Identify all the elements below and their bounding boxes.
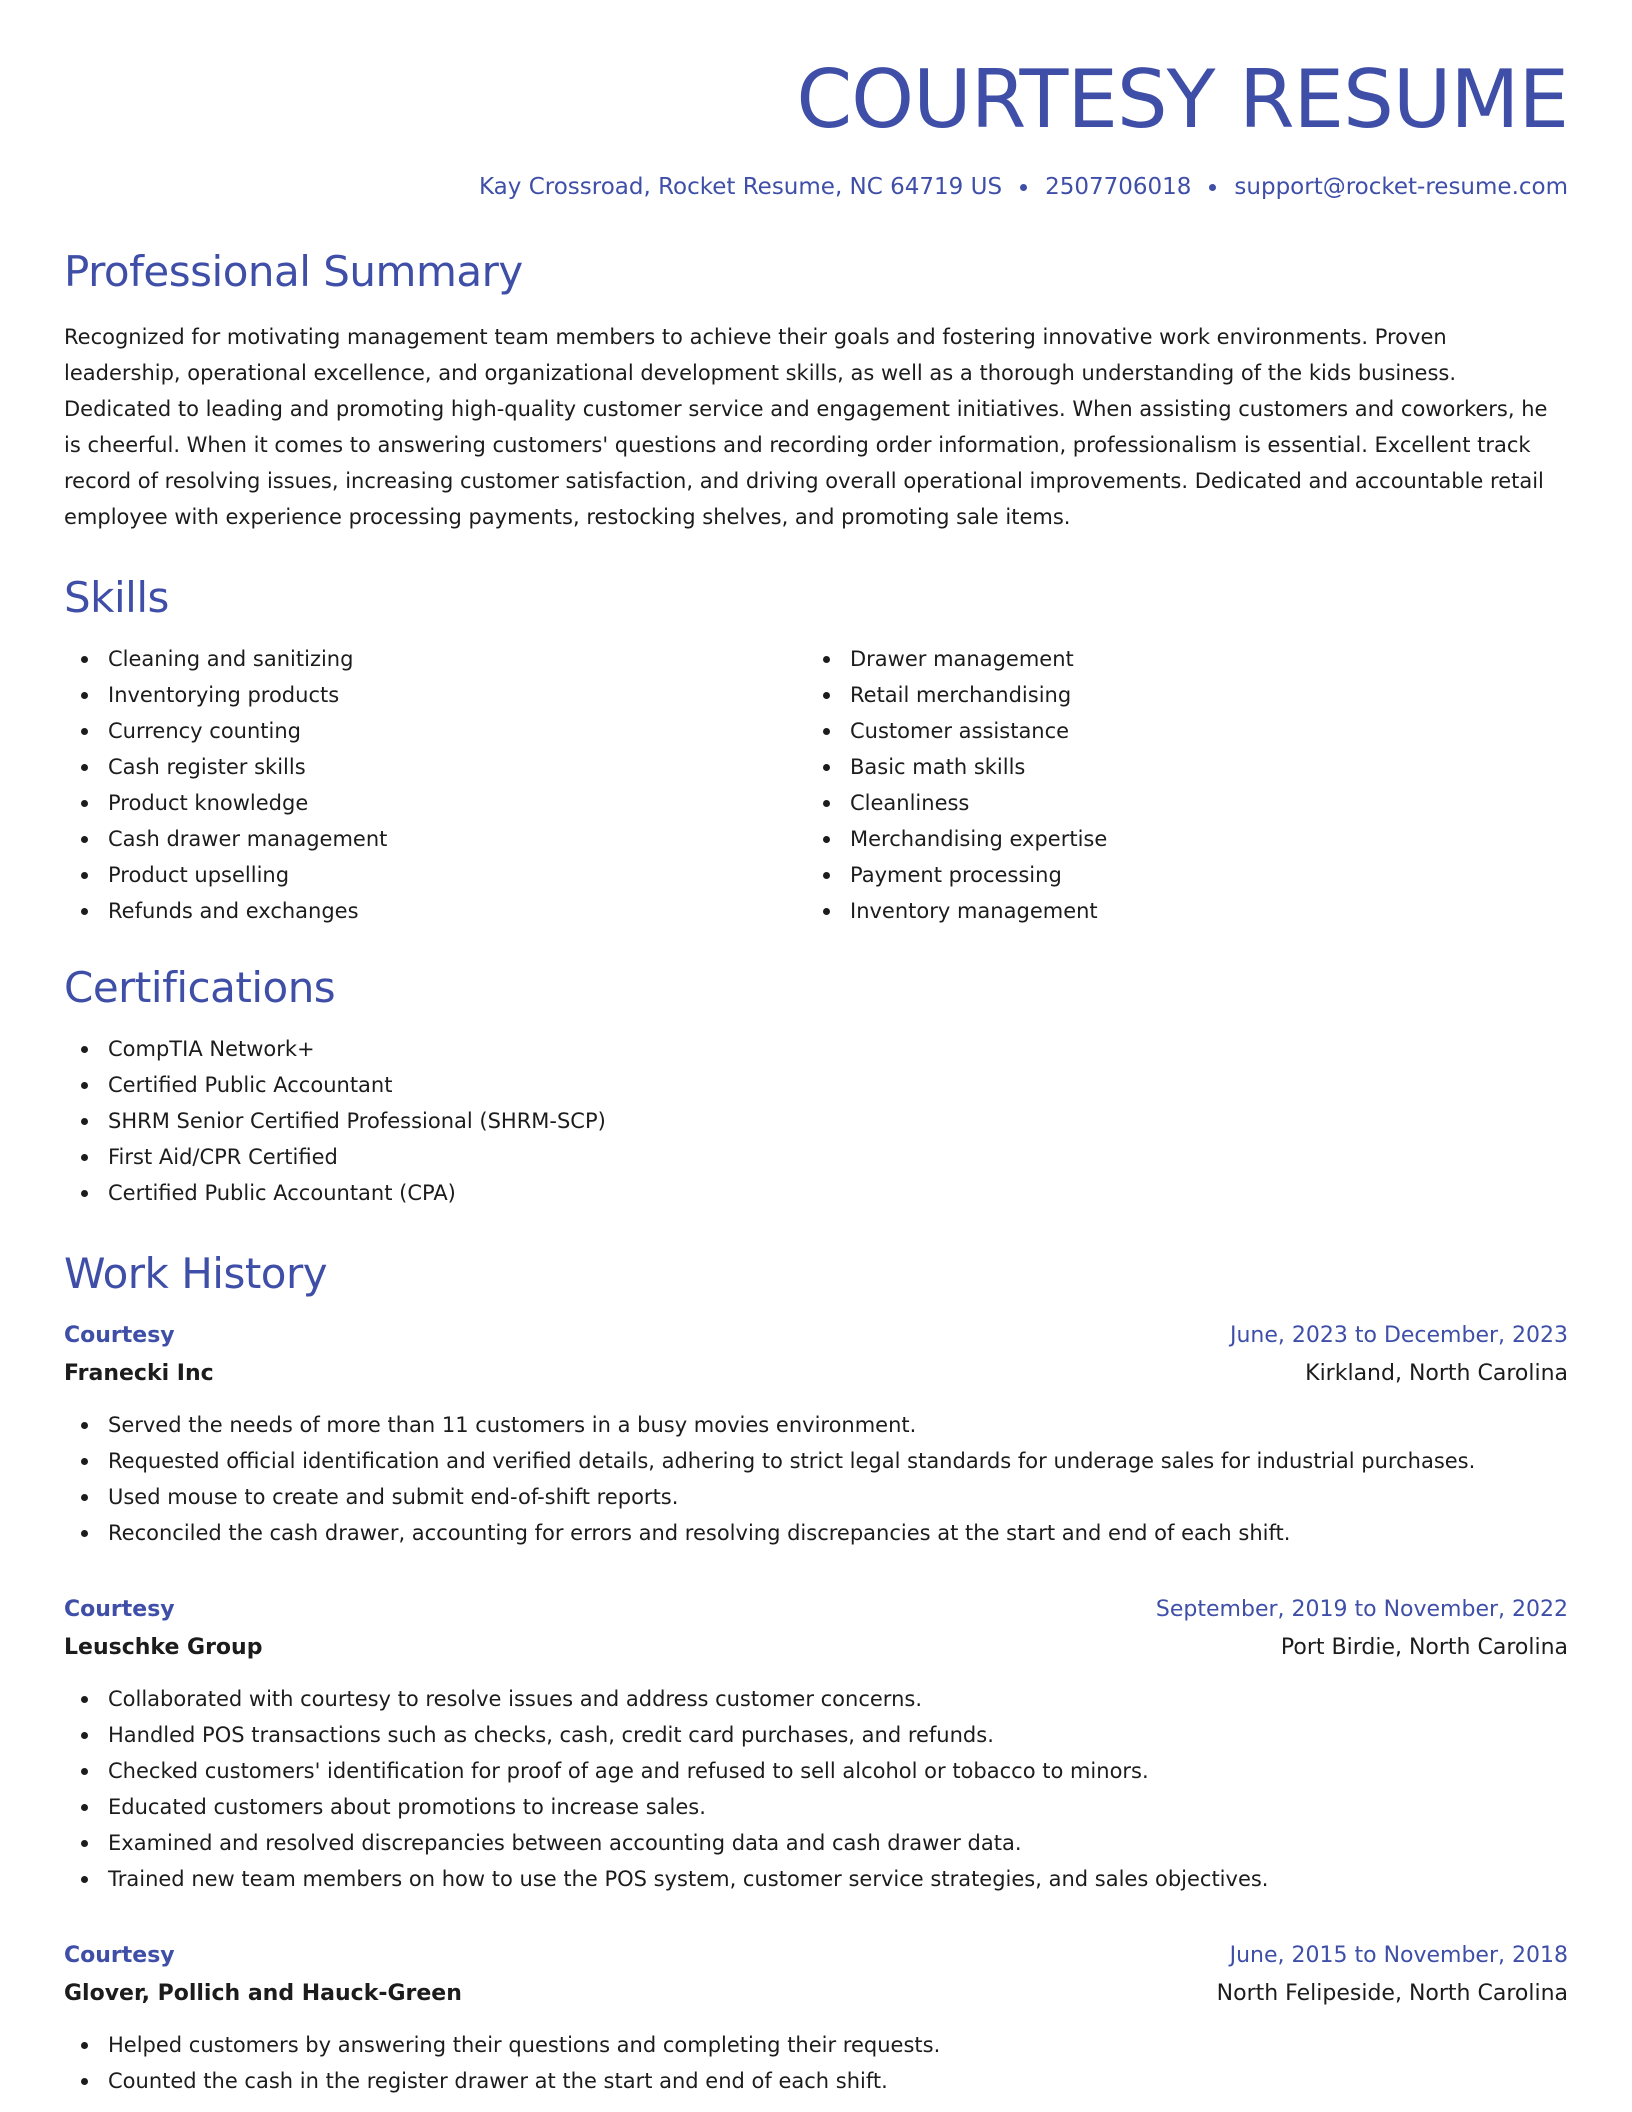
work-history-heading: Work History — [64, 1249, 328, 1298]
skill-item: Drawer management — [806, 641, 1548, 677]
job-title: Courtesy — [64, 1323, 175, 1348]
job-title: Courtesy — [64, 1943, 175, 1968]
skill-item: Cash drawer management — [64, 821, 806, 857]
job-bullet: Educated customers about promotions to increase sales. — [64, 1789, 1568, 1825]
job-bullet: Served the needs of more than 11 customers in a busy movies environment. — [64, 1407, 1568, 1443]
certifications-list — [64, 1031, 1568, 1211]
job-dates: September, 2019 to November, 2022 — [1155, 1597, 1568, 1622]
job-bullet: Used mouse to create and submit end-of-shift reports. — [64, 1479, 1568, 1515]
job-location: North Felipeside, North Carolina — [1216, 1981, 1568, 2006]
skills-list-left — [64, 641, 806, 929]
contact-phone: 2507706018 — [1045, 174, 1192, 200]
skill-item: Inventory management — [806, 893, 1548, 929]
job-bullet: Requested official identification and verified details, adhering to strict legal standards for underage sales for industrial purchases. — [64, 1443, 1568, 1479]
skill-item: Customer assistance — [806, 713, 1548, 749]
job-bullet: Collaborated with courtesy to resolve issues and address customer concerns. — [64, 1681, 1568, 1717]
job-bullet: Checked customers' identification for proof of age and refused to sell alcohol or tobacco to minors. — [64, 1753, 1568, 1789]
skills-list-right — [806, 641, 1548, 929]
certifications-heading: Certifications — [64, 963, 336, 1012]
job-bullets — [64, 1681, 1568, 1897]
skill-item: Merchandising expertise — [806, 821, 1548, 857]
certification-item: Certified Public Accountant — [64, 1067, 1568, 1103]
job-bullet: Handled POS transactions such as checks, cash, credit card purchases, and refunds. — [64, 1717, 1568, 1753]
skill-item: Cash register skills — [64, 749, 806, 785]
job-company: Glover, Pollich and Hauck-Green — [64, 1981, 462, 2006]
job-company: Leuschke Group — [64, 1635, 263, 1660]
job-entry — [64, 1591, 1568, 1897]
job-bullet: Reconciled the cash drawer, accounting for errors and resolving discrepancies at the start and end of each shift. — [64, 1515, 1568, 1551]
job-company-row — [64, 1975, 1568, 2013]
resume-title: COURTESY RESUME — [796, 53, 1568, 146]
job-dates: June, 2023 to December, 2023 — [1229, 1323, 1568, 1348]
summary-heading: Professional Summary — [64, 247, 523, 296]
skills-heading: Skills — [64, 573, 169, 622]
job-entry — [64, 1937, 1568, 2099]
skill-item: Refunds and exchanges — [64, 893, 806, 929]
bullet-separator — [1209, 184, 1216, 191]
job-bullet: Trained new team members on how to use the POS system, customer service strategies, and sales objectives. — [64, 1861, 1568, 1897]
skill-item: Cleaning and sanitizing — [64, 641, 806, 677]
job-company: Franecki Inc — [64, 1361, 214, 1386]
skill-item: Cleanliness — [806, 785, 1548, 821]
certification-item: Certified Public Accountant (CPA) — [64, 1175, 1568, 1211]
job-dates: June, 2015 to November, 2018 — [1229, 1943, 1568, 1968]
contact-address: Kay Crossroad, Rocket Resume, NC 64719 US — [479, 174, 1003, 200]
certification-item: SHRM Senior Certified Professional (SHRM-SCP) — [64, 1103, 1568, 1139]
skill-item: Inventorying products — [64, 677, 806, 713]
job-bullet: Examined and resolved discrepancies between accounting data and cash drawer data. — [64, 1825, 1568, 1861]
contact-email[interactable]: support@rocket-resume.com — [1234, 174, 1568, 200]
skills-grid — [64, 641, 1568, 929]
job-bullet: Helped customers by answering their questions and completing their requests. — [64, 2027, 1568, 2063]
skill-item: Retail merchandising — [806, 677, 1548, 713]
certification-item: CompTIA Network+ — [64, 1031, 1568, 1067]
job-header-row — [64, 1591, 1568, 1629]
contact-line — [64, 176, 1568, 199]
job-header-row — [64, 1317, 1568, 1355]
job-bullet: Counted the cash in the register drawer at the start and end of each shift. — [64, 2063, 1568, 2099]
skill-item: Currency counting — [64, 713, 806, 749]
job-bullets — [64, 2027, 1568, 2099]
job-bullets — [64, 1407, 1568, 1551]
job-location: Kirkland, North Carolina — [1305, 1361, 1568, 1386]
job-entry — [64, 1317, 1568, 1551]
job-title: Courtesy — [64, 1597, 175, 1622]
job-company-row — [64, 1355, 1568, 1393]
skill-item: Product upselling — [64, 857, 806, 893]
skill-item: Product knowledge — [64, 785, 806, 821]
skill-item: Basic math skills — [806, 749, 1548, 785]
bullet-separator — [1020, 184, 1027, 191]
summary-text: Recognized for motivating management team members to achieve their goals and fostering innovative work environments. Proven leadership, operational excellence, and organizational development skills, as well as a thorough understanding of the kids business. Dedicated to leading and promoting high-quality customer service and engagement initiatives. When assisting customers and coworkers, he is cheerful. When it comes to answering customers' questions and recording order information, professionalism is essential. Excellent track record of resolving issues, increasing customer satisfaction, and driving overall operational improvements. Dedicated and accountable retail employee with experience processing payments, restocking shelves, and promoting sale items. — [64, 325, 1548, 529]
job-location: Port Birdie, North Carolina — [1280, 1635, 1568, 1660]
job-header-row — [64, 1937, 1568, 1975]
job-company-row — [64, 1629, 1568, 1667]
certification-item: First Aid/CPR Certified — [64, 1139, 1568, 1175]
skill-item: Payment processing — [806, 857, 1548, 893]
